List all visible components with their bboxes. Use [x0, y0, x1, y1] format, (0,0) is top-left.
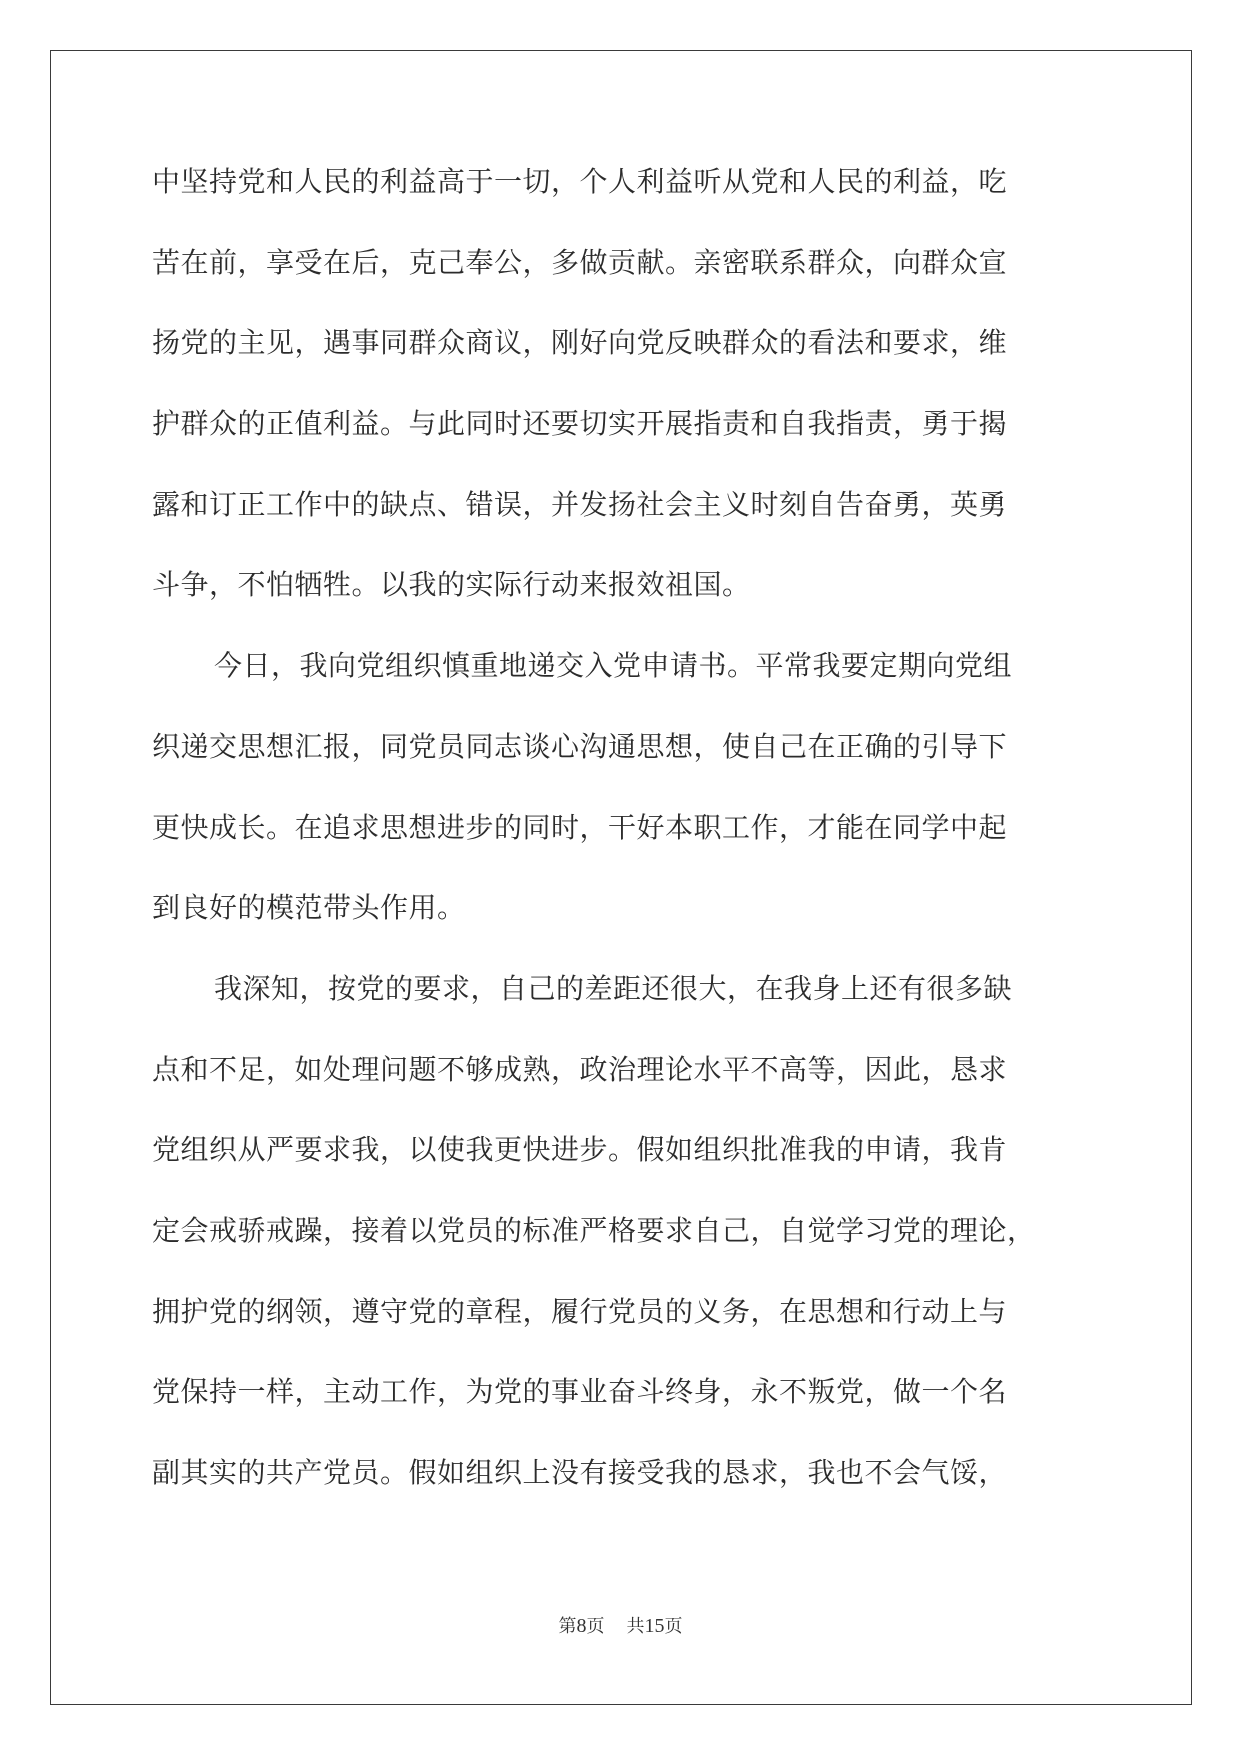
page-footer	[0, 1612, 1241, 1638]
text-line: 到良好的模范带头作用。	[152, 891, 466, 925]
total-prefix: 共	[626, 1616, 645, 1637]
text-line: 扬党的主见，遇事同群众商议，刚好向党反映群众的看法和要求，维	[152, 326, 1008, 360]
text-line: 党组织从严要求我，以使我更快进步。假如组织批准我的申请，我肯	[152, 1133, 1008, 1167]
total-pages: 15	[644, 1615, 665, 1637]
text-line: 党保持一样，主动工作，为党的事业奋斗终身，永不叛党，做一个名	[152, 1375, 1008, 1409]
text-line: 护群众的正值利益。与此同时还要切实开展指责和自我指责，勇于揭	[152, 407, 1008, 441]
text-line: 定会戒骄戒躁，接着以党员的标准严格要求自己，自觉学习党的理论，	[152, 1213, 1036, 1247]
page-prefix: 第	[558, 1616, 577, 1637]
text-line: 苦在前，享受在后，克己奉公，多做贡献。亲密联系群众，向群众宣	[152, 245, 1008, 279]
text-line: 斗争，不怕牺牲。以我的实际行动来报效祖国。	[152, 568, 751, 602]
page-number: 8	[576, 1615, 587, 1637]
page-suffix: 页	[586, 1616, 605, 1637]
text-line: 副其实的共产党员。假如组织上没有接受我的恳求，我也不会气馁，	[152, 1456, 1008, 1489]
text-line: 织递交思想汇报，同党员同志谈心沟通思想，使自己在正确的引导下	[152, 729, 1008, 763]
text-line: 露和订正工作中的缺点、错误，并发扬社会主义时刻自告奋勇，英勇	[152, 487, 1008, 521]
text-line: 我深知，按党的要求，自己的差距还很大，在我身上还有很多缺	[214, 971, 1013, 1005]
text-line: 中坚持党和人民的利益高于一切，个人利益听从党和人民的利益，吃	[152, 165, 1008, 198]
text-line: 今日，我向党组织慎重地递交入党申请书。平常我要定期向党组	[214, 649, 1013, 683]
document-body	[152, 162, 1092, 1534]
text-line: 更快成长。在追求思想进步的同时，干好本职工作，才能在同学中起	[152, 810, 1008, 844]
text-line: 点和不足，如处理问题不够成熟，政治理论水平不高等，因此，恳求	[152, 1052, 1008, 1086]
text-line: 拥护党的纲领，遵守党的章程，履行党员的义务，在思想和行动上与	[152, 1294, 1008, 1328]
total-suffix: 页	[664, 1616, 683, 1637]
